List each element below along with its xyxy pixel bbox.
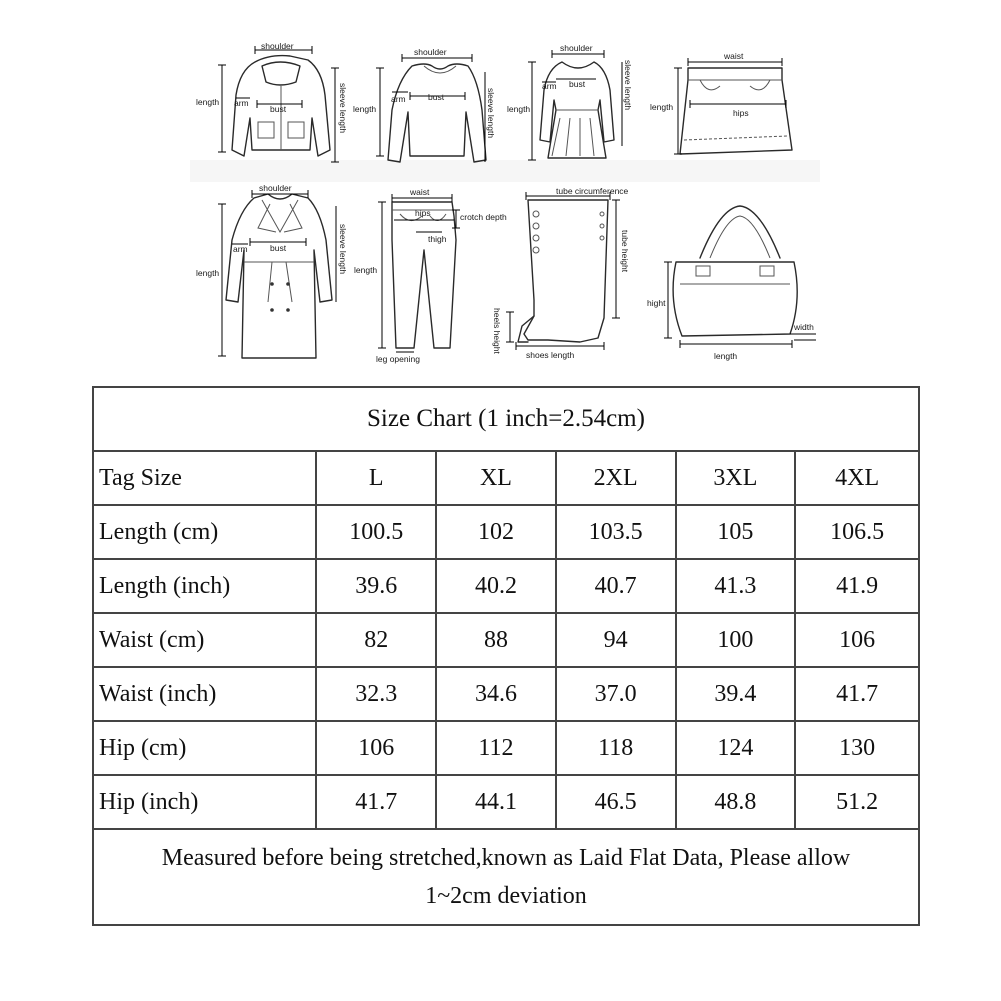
table-cell: 46.5 — [556, 775, 676, 829]
dress-arm-label: arm — [542, 81, 557, 91]
bag-width-label: width — [794, 322, 814, 332]
note-line-1: Measured before being stretched,known as Laid Flat Data, Please allow — [161, 845, 851, 871]
row-label: Hip (inch) — [93, 775, 316, 829]
pants-thigh-label: thigh — [428, 234, 447, 244]
table-cell: 106 — [795, 613, 919, 667]
pants-length-label: length — [354, 265, 378, 275]
size-header: 2XL — [556, 451, 676, 505]
coat-arm-label: arm — [234, 98, 249, 108]
table-cell: 94 — [556, 613, 676, 667]
trench-arm-label: arm — [233, 244, 248, 254]
trench-diagram — [196, 183, 348, 358]
boot-heels-height-label: heels height — [492, 308, 502, 354]
size-header: L — [316, 451, 436, 505]
table-cell: 100 — [676, 613, 796, 667]
boot-tube-height-label: tube height — [620, 230, 630, 273]
bag-diagram — [647, 206, 816, 361]
table-row — [93, 505, 919, 559]
pants-waist-label: waist — [410, 187, 430, 197]
measurement-diagrams — [0, 0, 1001, 370]
table-cell: 106.5 — [795, 505, 919, 559]
table-cell: 39.6 — [316, 559, 436, 613]
size-chart-table — [92, 386, 920, 926]
table-row — [93, 775, 919, 829]
trench-shoulder-label: shoulder — [259, 183, 292, 193]
header-row — [93, 451, 919, 505]
boot-tube-circumference-label: tube circumference — [556, 186, 629, 196]
table-cell: 41.9 — [795, 559, 919, 613]
table-cell: 100.5 — [316, 505, 436, 559]
row-label: Hip (cm) — [93, 721, 316, 775]
table-row — [93, 667, 919, 721]
size-header: XL — [436, 451, 556, 505]
table-cell: 124 — [676, 721, 796, 775]
table-cell: 130 — [795, 721, 919, 775]
pants-leg-opening-label: leg opening — [376, 354, 420, 364]
table-cell: 41.3 — [676, 559, 796, 613]
table-cell: 112 — [436, 721, 556, 775]
measurement-note — [93, 829, 919, 925]
bag-hight-label: hight — [647, 298, 666, 308]
table-cell: 118 — [556, 721, 676, 775]
size-header: 3XL — [676, 451, 796, 505]
size-header: 4XL — [795, 451, 919, 505]
table-cell: 105 — [676, 505, 796, 559]
table-cell: 102 — [436, 505, 556, 559]
tag-size-label: Tag Size — [93, 451, 316, 505]
pants-crotch-depth-label: crotch depth — [460, 212, 507, 222]
sweater-bust-label: bust — [428, 92, 445, 102]
boot-shoes-length-label: shoes length — [526, 350, 575, 360]
bag-length-label: length — [714, 351, 738, 361]
sweater-diagram — [353, 47, 496, 162]
dress-sleeve-length-label: sleeve length — [623, 60, 633, 111]
coat-length-label: length — [196, 97, 220, 107]
sweater-arm-label: arm — [391, 94, 406, 104]
note-line-2: 1~2cm deviation — [425, 883, 587, 909]
table-cell: 106 — [316, 721, 436, 775]
skirt-waist-label: waist — [724, 51, 744, 61]
dress-shoulder-label: shoulder — [560, 43, 593, 53]
coat-bust-label: bust — [270, 104, 287, 114]
table-cell: 51.2 — [795, 775, 919, 829]
table-cell: 41.7 — [795, 667, 919, 721]
row-label: Waist (cm) — [93, 613, 316, 667]
table-cell: 37.0 — [556, 667, 676, 721]
table-cell: 41.7 — [316, 775, 436, 829]
table-cell: 32.3 — [316, 667, 436, 721]
row-label: Length (inch) — [93, 559, 316, 613]
size-chart-title: Size Chart (1 inch=2.54cm) — [93, 387, 919, 451]
dress-bust-label: bust — [569, 79, 586, 89]
table-cell: 39.4 — [676, 667, 796, 721]
trench-bust-label: bust — [270, 243, 287, 253]
table-cell: 40.7 — [556, 559, 676, 613]
sweater-sleeve-length-label: sleeve length — [486, 88, 496, 139]
boot-diagram — [492, 186, 630, 360]
table-row — [93, 559, 919, 613]
table-row — [93, 721, 919, 775]
table-cell: 44.1 — [436, 775, 556, 829]
trench-length-label: length — [196, 268, 220, 278]
skirt-diagram — [650, 51, 792, 154]
coat-sleeve-length-label: sleeve length — [338, 83, 348, 134]
table-cell: 48.8 — [676, 775, 796, 829]
table-cell: 103.5 — [556, 505, 676, 559]
dress-length-label: length — [507, 104, 531, 114]
skirt-hips-label: hips — [733, 108, 749, 118]
trench-sleeve-length-label: sleeve length — [338, 224, 348, 275]
table-row — [93, 613, 919, 667]
dress-diagram — [507, 43, 633, 160]
sweater-shoulder-label: shoulder — [414, 47, 447, 57]
table-cell: 40.2 — [436, 559, 556, 613]
skirt-length-label: length — [650, 102, 674, 112]
table-cell: 34.6 — [436, 667, 556, 721]
row-label: Length (cm) — [93, 505, 316, 559]
row-label: Waist (inch) — [93, 667, 316, 721]
sweater-length-label: length — [353, 104, 377, 114]
coat-shoulder-label: shoulder — [261, 41, 294, 51]
pants-diagram — [354, 187, 507, 364]
pants-hips-label: hips — [415, 208, 431, 218]
table-cell: 82 — [316, 613, 436, 667]
table-cell: 88 — [436, 613, 556, 667]
coat-diagram — [196, 41, 348, 162]
